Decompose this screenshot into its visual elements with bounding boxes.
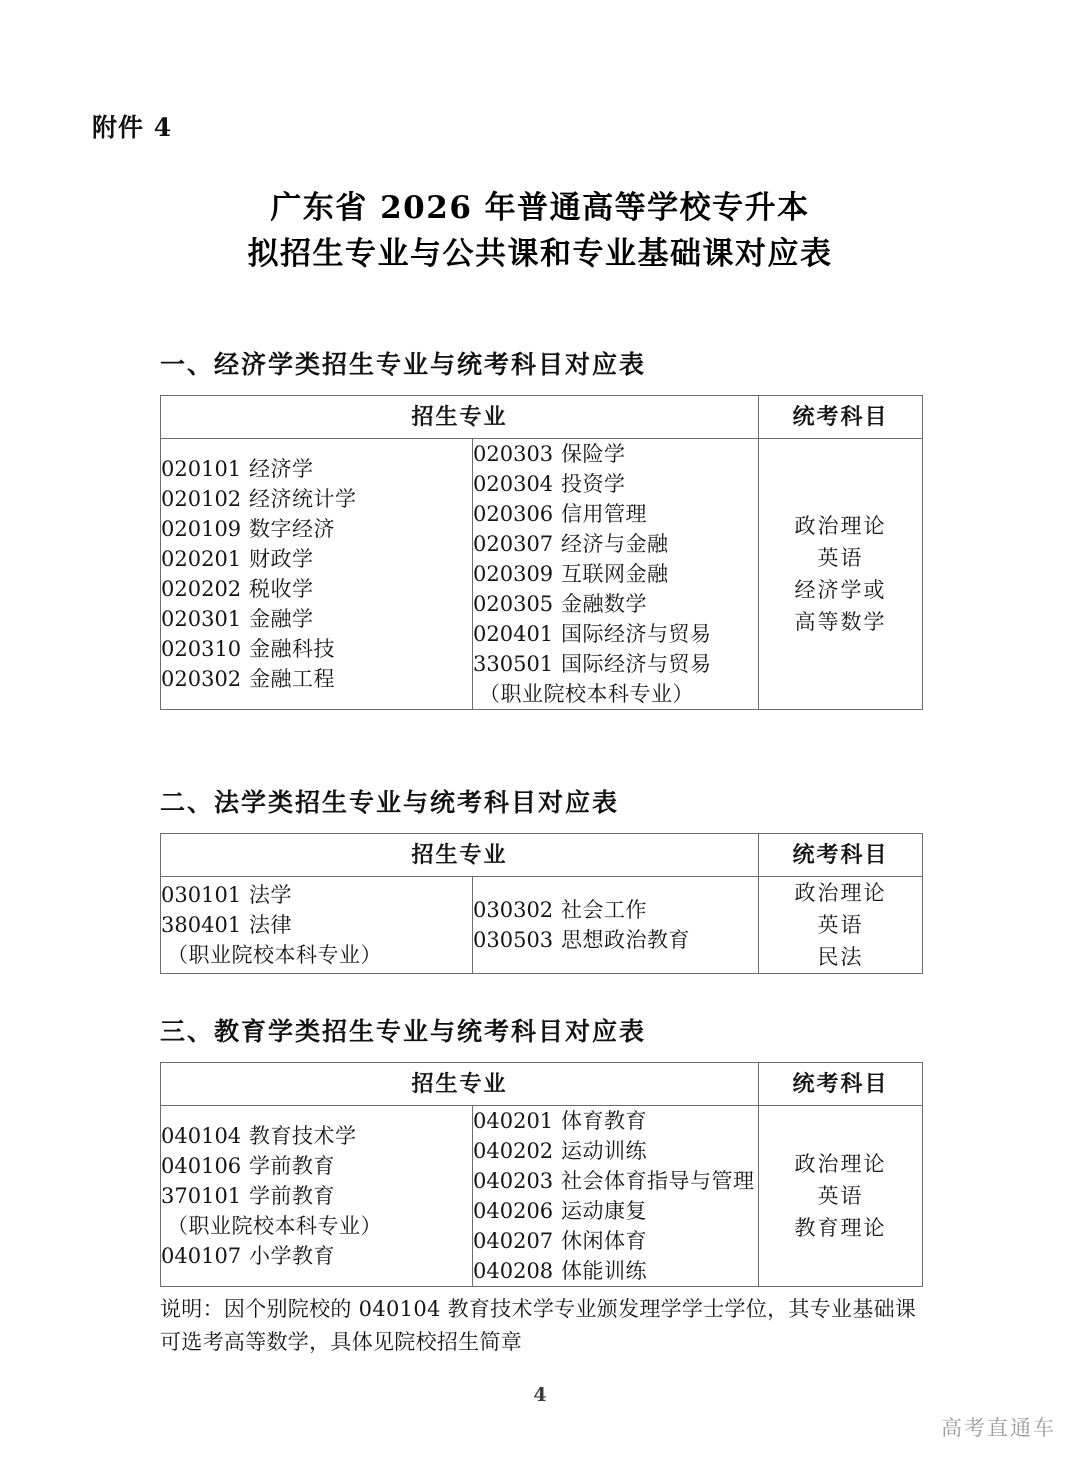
major-name: 体育教育 xyxy=(561,1109,647,1133)
major-entry xyxy=(161,604,472,634)
major-entry xyxy=(161,880,472,910)
major-code: 040207 xyxy=(473,1229,554,1253)
major-code: 040201 xyxy=(473,1109,554,1133)
column-header-majors: 招生专业 xyxy=(161,1063,759,1106)
column-header-subjects: 统考科目 xyxy=(759,834,923,877)
major-code: 040107 xyxy=(161,1244,242,1268)
major-code: 040208 xyxy=(473,1259,554,1283)
major-entry xyxy=(473,925,758,955)
section-education xyxy=(160,1012,922,1359)
major-code: 020309 xyxy=(473,562,554,586)
subject-entry: 高等数学 xyxy=(794,610,887,634)
major-entry xyxy=(473,499,758,529)
major-entry xyxy=(473,559,758,589)
subject-entry: 英语 xyxy=(817,913,864,937)
major-name: 思想政治教育 xyxy=(561,928,690,952)
subject-entry: 教育理论 xyxy=(794,1216,887,1240)
major-entry xyxy=(161,484,472,514)
major-name: 信用管理 xyxy=(561,502,647,526)
major-name: 运动康复 xyxy=(561,1199,647,1223)
major-code: 020109 xyxy=(161,517,242,541)
major-entry: （职业院校本科专业） xyxy=(167,943,382,967)
major-code: 030503 xyxy=(473,928,554,952)
major-name: 财政学 xyxy=(249,547,314,571)
major-code: 040202 xyxy=(473,1139,554,1163)
major-code: 040206 xyxy=(473,1199,554,1223)
subjects-cell xyxy=(759,439,923,710)
major-name: 体能训练 xyxy=(561,1259,647,1283)
major-name: 休闲体育 xyxy=(561,1229,647,1253)
major-name: 教育技术学 xyxy=(249,1124,357,1148)
major-entry xyxy=(473,469,758,499)
subject-entry: 民法 xyxy=(817,945,864,969)
major-name: 国际经济与贸易 xyxy=(561,622,712,646)
major-entry xyxy=(473,1136,758,1166)
major-name: 金融工程 xyxy=(249,667,335,691)
major-code: 020306 xyxy=(473,502,554,526)
subjects-cell xyxy=(759,877,923,974)
subject-entry: 经济学或 xyxy=(794,578,887,602)
major-code: 330501 xyxy=(473,652,554,676)
major-entry xyxy=(473,619,758,649)
column-header-majors: 招生专业 xyxy=(161,834,759,877)
major-code: 370101 xyxy=(161,1184,242,1208)
major-entry xyxy=(473,1196,758,1226)
major-name: 经济统计学 xyxy=(249,487,357,511)
major-entry: （职业院校本科专业） xyxy=(167,1214,382,1238)
table-header-row xyxy=(161,1063,923,1106)
section-heading: 二、法学类招生专业与统考科目对应表 xyxy=(160,788,620,817)
major-entry xyxy=(161,1151,472,1181)
table-row xyxy=(161,1106,923,1287)
major-entry xyxy=(473,439,758,469)
major-entry xyxy=(161,634,472,664)
majors-left-cell xyxy=(161,877,473,974)
major-code: 020201 xyxy=(161,547,242,571)
major-code: 030302 xyxy=(473,898,554,922)
page-title xyxy=(0,185,1080,277)
subjects-cell xyxy=(759,1106,923,1287)
major-entry xyxy=(161,1241,472,1271)
page-title-line-2: 拟招生专业与公共课和专业基础课对应表 xyxy=(247,236,833,272)
major-entry xyxy=(161,544,472,574)
major-code: 020401 xyxy=(473,622,554,646)
major-code: 040203 xyxy=(473,1169,554,1193)
major-entry xyxy=(473,589,758,619)
major-entry xyxy=(161,910,472,940)
column-header-majors: 招生专业 xyxy=(161,396,759,439)
section-heading: 一、经济学类招生专业与统考科目对应表 xyxy=(160,350,647,379)
major-code: 030101 xyxy=(161,883,242,907)
major-name: 互联网金融 xyxy=(561,562,669,586)
column-header-subjects: 统考科目 xyxy=(759,1063,923,1106)
major-code: 020301 xyxy=(161,607,242,631)
correspondence-table xyxy=(160,1062,923,1287)
major-entry xyxy=(161,454,472,484)
major-code: 040104 xyxy=(161,1124,242,1148)
major-entry xyxy=(161,574,472,604)
major-code: 380401 xyxy=(161,913,242,937)
major-entry xyxy=(473,1106,758,1136)
major-code: 020305 xyxy=(473,592,554,616)
majors-right-cell xyxy=(473,439,759,710)
major-entry xyxy=(473,529,758,559)
major-code: 020303 xyxy=(473,442,554,466)
major-entry xyxy=(161,514,472,544)
major-entry xyxy=(473,1256,758,1286)
major-code: 020202 xyxy=(161,577,242,601)
major-code: 020307 xyxy=(473,532,554,556)
major-name: 学前教育 xyxy=(249,1154,335,1178)
majors-left-cell xyxy=(161,1106,473,1287)
major-code: 020304 xyxy=(473,472,554,496)
majors-right-cell xyxy=(473,877,759,974)
major-name: 经济学 xyxy=(249,457,314,481)
major-code: 020101 xyxy=(161,457,242,481)
table-header-row xyxy=(161,396,923,439)
major-entry xyxy=(473,1226,758,1256)
major-name: 学前教育 xyxy=(249,1184,335,1208)
page-number: 4 xyxy=(533,1384,547,1406)
subject-entry: 英语 xyxy=(817,546,864,570)
major-name: 国际经济与贸易 xyxy=(561,652,712,676)
major-code: 020302 xyxy=(161,667,242,691)
major-entry xyxy=(161,1181,472,1211)
major-entry xyxy=(473,649,758,679)
major-name: 法律 xyxy=(249,913,292,937)
major-name: 保险学 xyxy=(561,442,626,466)
major-name: 社会工作 xyxy=(561,898,647,922)
major-name: 数字经济 xyxy=(249,517,335,541)
subject-entry: 政治理论 xyxy=(794,881,887,905)
attachment-label: 附件 4 xyxy=(92,113,173,142)
subject-entry: 政治理论 xyxy=(794,514,887,538)
major-name: 税收学 xyxy=(249,577,314,601)
major-code: 020102 xyxy=(161,487,242,511)
page-title-line-1: 广东省 2026 年普通高等学校专升本 xyxy=(270,190,810,226)
majors-right-cell xyxy=(473,1106,759,1287)
major-code: 040106 xyxy=(161,1154,242,1178)
table-row xyxy=(161,439,923,710)
major-entry xyxy=(473,1166,758,1196)
section-economics xyxy=(160,345,922,710)
major-name: 小学教育 xyxy=(249,1244,335,1268)
major-entry xyxy=(161,664,472,694)
section-law xyxy=(160,783,922,974)
column-header-subjects: 统考科目 xyxy=(759,396,923,439)
major-entry xyxy=(473,895,758,925)
subject-entry: 英语 xyxy=(817,1184,864,1208)
major-name: 投资学 xyxy=(561,472,626,496)
watermark: 高考直通车 xyxy=(941,1416,1056,1440)
correspondence-table xyxy=(160,833,923,974)
table-note: 说明：因个别院校的 040104 教育技术学专业颁发理学学士学位，其专业基础课可选考高等数学，具体见院校招生简章 xyxy=(160,1297,917,1354)
section-heading: 三、教育学类招生专业与统考科目对应表 xyxy=(160,1017,647,1046)
major-name: 社会体育指导与管理 xyxy=(561,1169,755,1193)
major-entry xyxy=(161,1121,472,1151)
major-code: 020310 xyxy=(161,637,242,661)
table-header-row xyxy=(161,834,923,877)
major-entry: （职业院校本科专业） xyxy=(479,682,694,706)
major-name: 运动训练 xyxy=(561,1139,647,1163)
major-name: 法学 xyxy=(249,883,292,907)
major-name: 金融学 xyxy=(249,607,314,631)
majors-left-cell xyxy=(161,439,473,710)
major-name: 经济与金融 xyxy=(561,532,669,556)
correspondence-table xyxy=(160,395,923,710)
table-row xyxy=(161,877,923,974)
subject-entry: 政治理论 xyxy=(794,1152,887,1176)
major-name: 金融科技 xyxy=(249,637,335,661)
major-name: 金融数学 xyxy=(561,592,647,616)
